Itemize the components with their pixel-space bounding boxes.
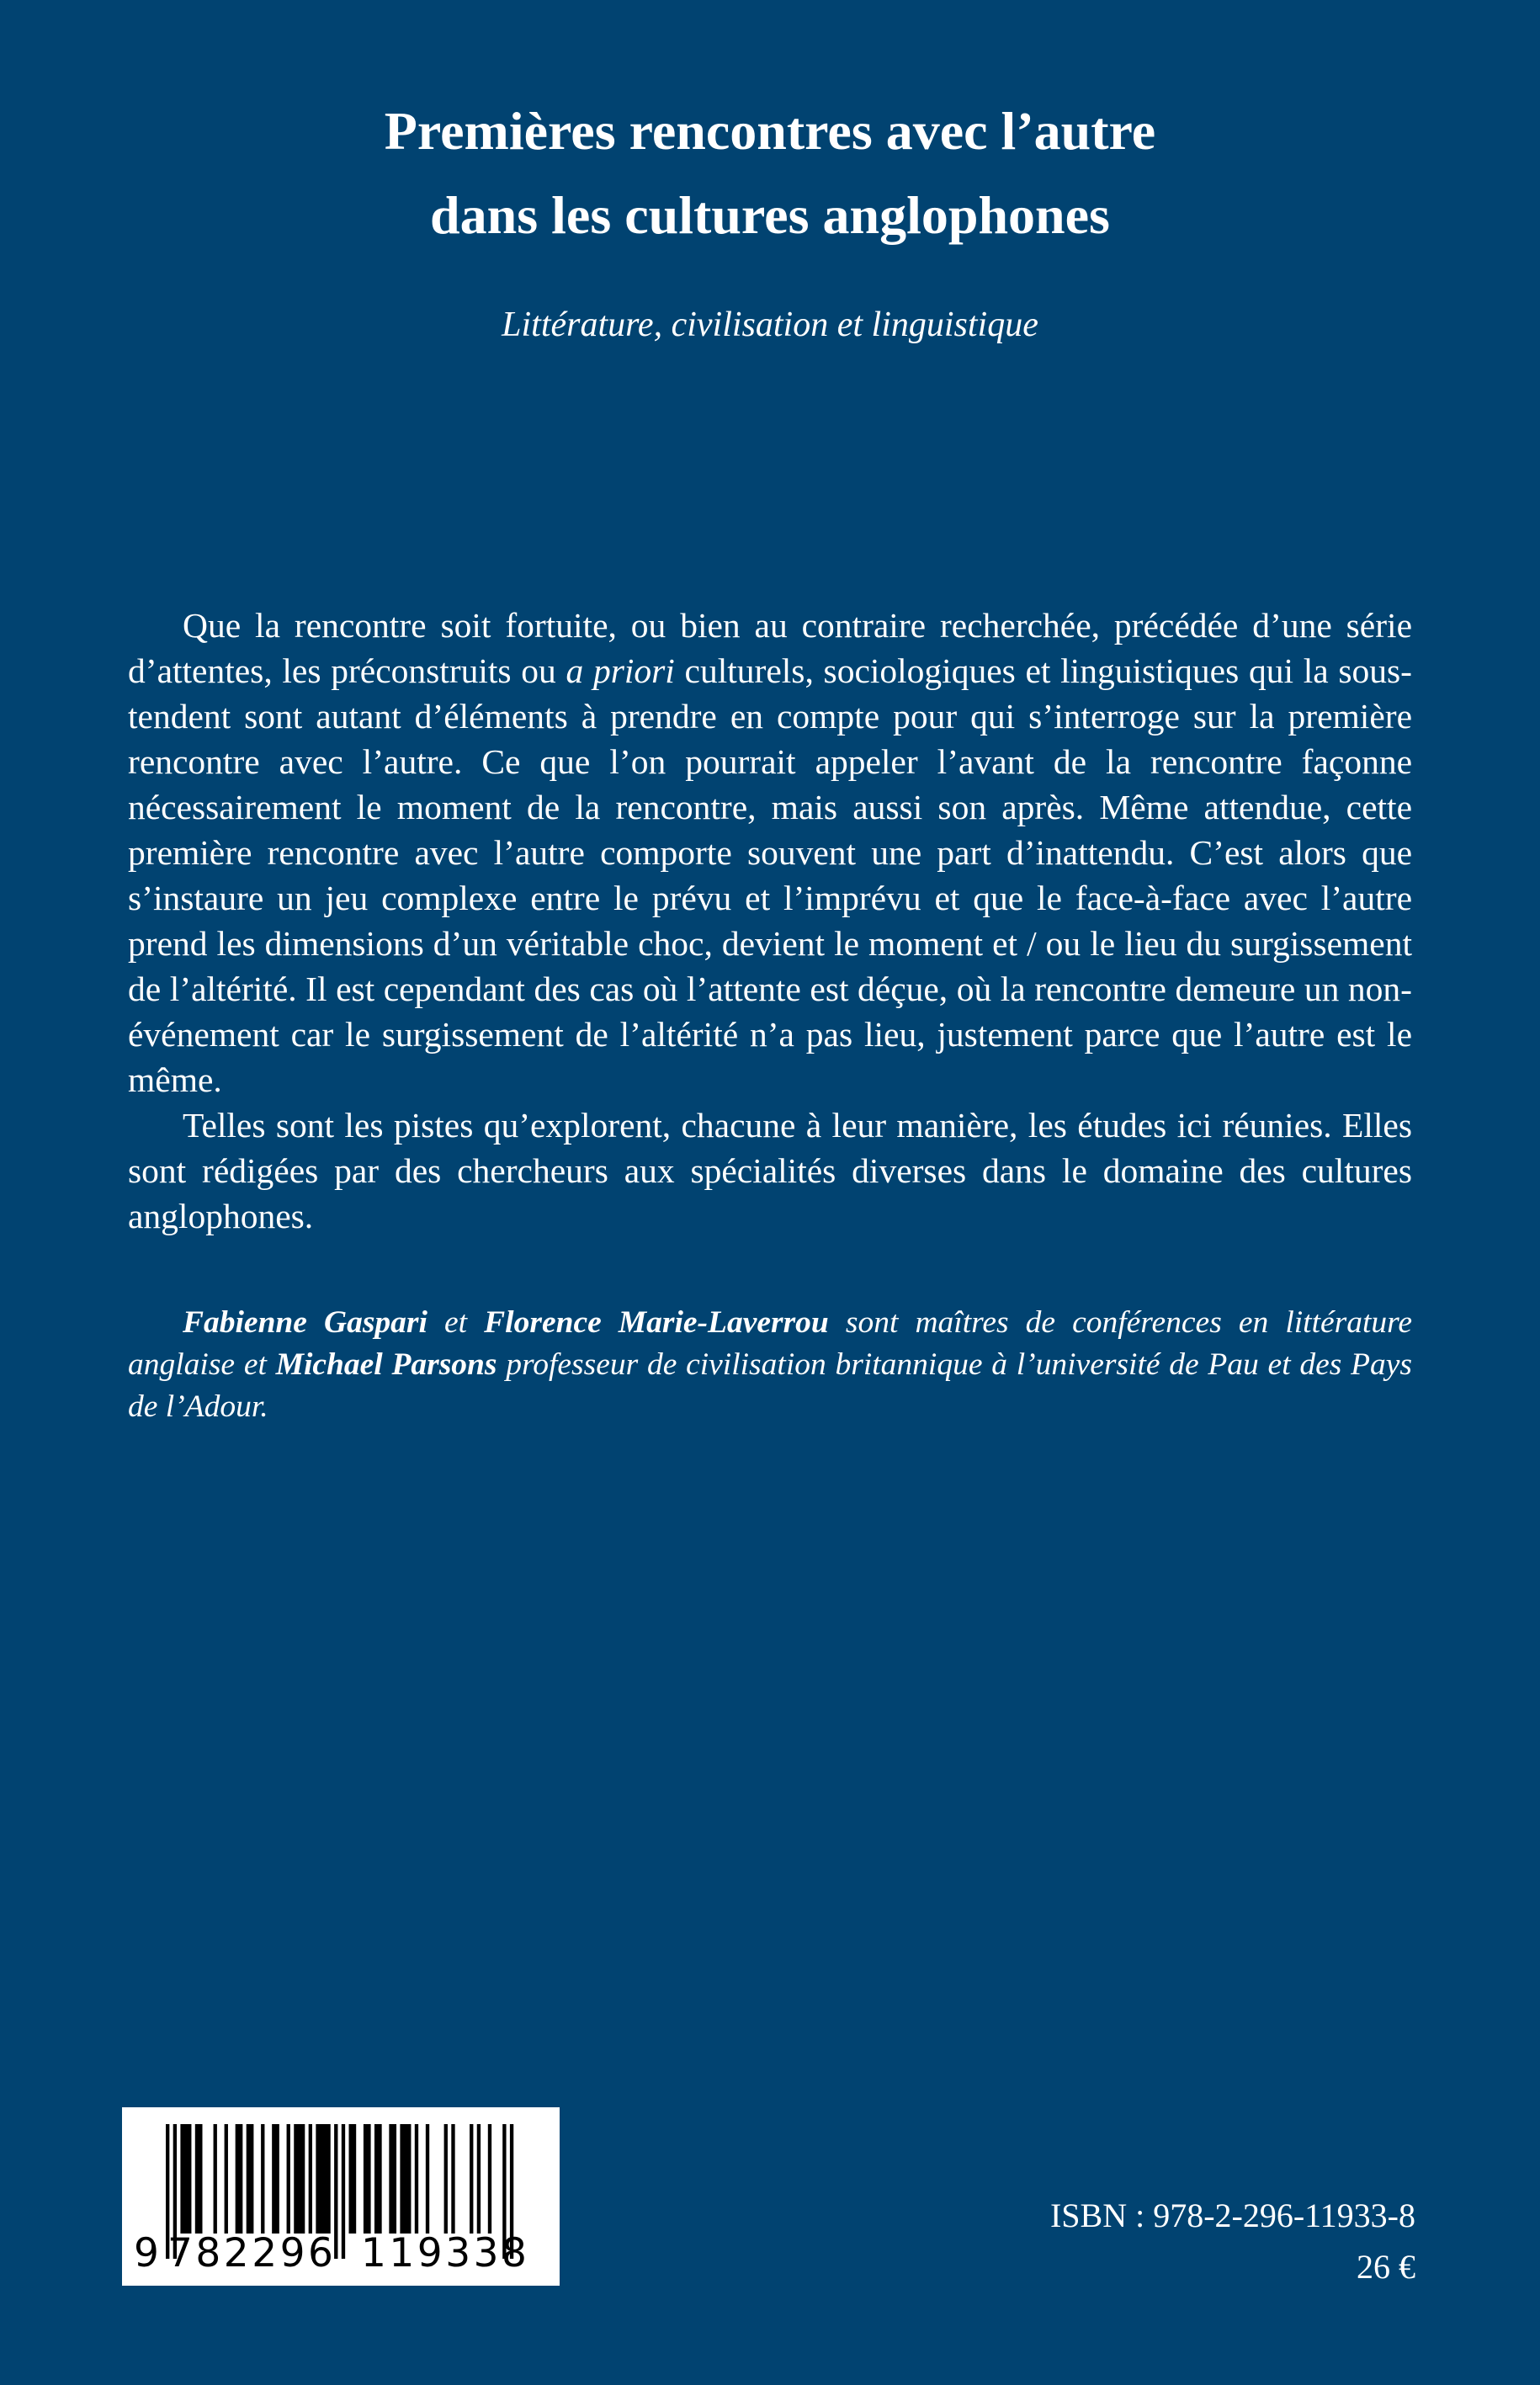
barcode-bar [180, 2124, 191, 2234]
barcode-bar [374, 2124, 382, 2234]
barcode-bar [415, 2124, 418, 2234]
book-subtitle: Littérature, civilisation et linguistique [502, 305, 1038, 344]
authors-role-2: professeur de civilisation britannique à l’université de Pau et des Pays de l’Adour. [128, 1347, 1412, 1424]
author-name-1: Fabienne Gaspari [183, 1305, 427, 1340]
barcode-bar [488, 2124, 491, 2234]
barcode-bar [349, 2124, 357, 2234]
author-name-3: Michael Parsons [275, 1347, 497, 1382]
blurb [128, 603, 1412, 1239]
barcode-bar [426, 2124, 429, 2234]
book-title-line-1: Premières rencontres avec l’autre [384, 101, 1156, 161]
barcode-bar [294, 2124, 305, 2234]
barcode-bar [470, 2124, 473, 2234]
authors-conjunction: et [427, 1305, 485, 1340]
authors-note [128, 1302, 1412, 1428]
book-title [0, 89, 1540, 258]
barcode-bar [389, 2124, 396, 2234]
blurb-paragraph-1-start: Que la rencontre soit fortuite, ou bien au contraire recherchée, précédée d’une série d’attentes, les préconstruits ou [128, 606, 1412, 690]
barcode-bar [195, 2124, 203, 2234]
barcode-bar [477, 2124, 481, 2234]
barcode-bar [272, 2124, 279, 2234]
barcode [122, 2107, 560, 2286]
barcode-bar [214, 2124, 217, 2234]
book-title-line-2: dans les cultures anglophones [430, 185, 1110, 245]
price: 26 € [1357, 2248, 1415, 2286]
barcode-bar [444, 2124, 448, 2234]
barcode-bar [364, 2124, 371, 2234]
barcode-bar [309, 2124, 312, 2234]
barcode-bar [451, 2124, 454, 2234]
barcode-bar [287, 2124, 290, 2234]
blurb-paragraph-1-rest: culturels, sociologiques et linguistiques qui la sous-tendent sont autant d’éléments à prendre en compte pour qui s’interroge sur la première rencontre avec l’autre. Ce que l’on pourrait appeler l’avant de la rencontre façonne nécessairement le moment de la rencontre, mais aussi son après. Même attendue, cette première rencontre avec l’autre comporte souvent une part d’inattendu. C’est alors que s’instaure un jeu complexe entre le prévu et l’imprévu et que le face-à-face avec l’autre prend les dimensions d’un véritable choc, devient le moment et / ou le lieu du surgissement de l’altérité. Il est cependant des cas où l’attente est déçue, où la rencontre demeure un non-événement car le surgissement de l’altérité n’a pas lieu, justement parce que l’autre est le même. [128, 651, 1412, 1099]
blurb-paragraph-1 [128, 603, 1412, 1102]
authors-role-1: sont maîtres de conférences en littérature anglaise et [128, 1305, 1413, 1382]
barcode-digit-group-2: 119338 [361, 2230, 530, 2276]
barcode-bar [225, 2124, 228, 2234]
blurb-paragraph-2: Telles sont les pistes qu’explorent, chacune à leur manière, les études ici réunies. Elles sont rédigées par des chercheurs aux spécialités diverses dans le domaine des cultures anglophones. [128, 1106, 1412, 1235]
barcode-bar [236, 2124, 243, 2234]
barcode-lead-digit: 9 [134, 2230, 162, 2276]
barcode-bar [400, 2124, 411, 2234]
barcode-bar [247, 2124, 254, 2234]
barcode-bar [261, 2124, 264, 2234]
barcode-digits [122, 2228, 560, 2279]
author-name-2: Florence Marie-Laverrou [484, 1305, 829, 1340]
barcode-bar [316, 2124, 330, 2234]
isbn: ISBN : 978-2-296-11933-8 [1049, 2196, 1415, 2234]
barcode-digit-group-1: 782296 [167, 2230, 337, 2276]
blurb-italic-term: a priori [566, 651, 675, 690]
